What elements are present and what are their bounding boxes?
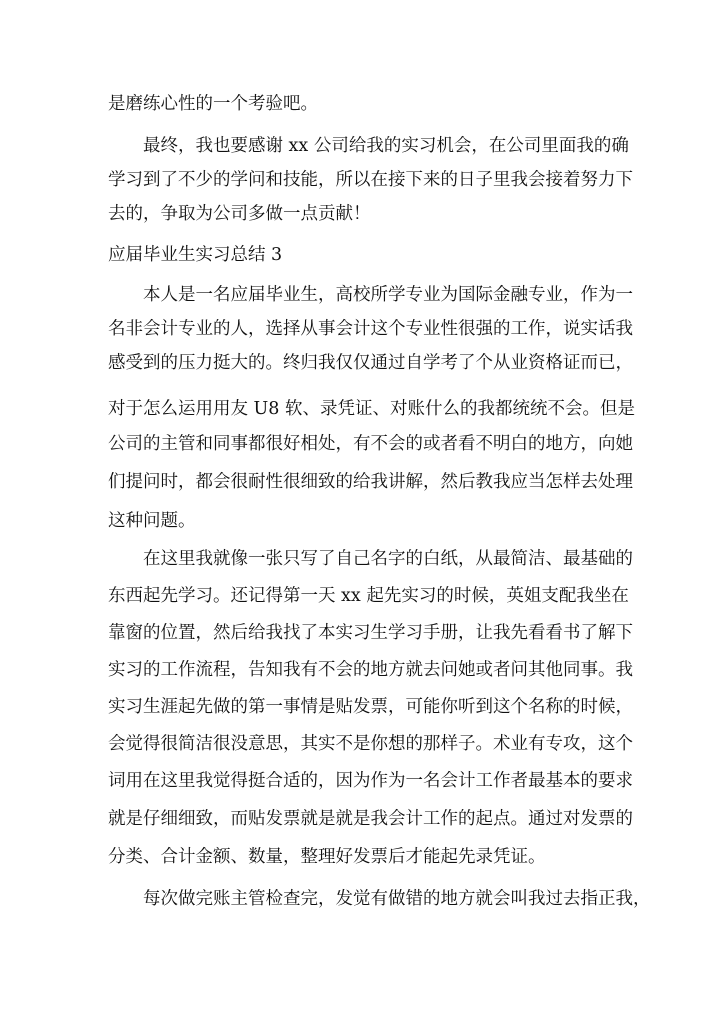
paragraph-line: 靠窗的位置，然后给我找了本实习生学习手册，让我先看看书了解下 [108, 623, 633, 643]
paragraph-line: 最终，我也要感谢 xx 公司给我的实习机会，在公司里面我的确 [143, 136, 629, 156]
paragraph-line: 每次做完账主管检查完，发觉有做错的地方就会叫我过去指正我， [143, 889, 651, 909]
paragraph-line: 就是仔细细致，而贴发票就是就是我会计工作的起点。通过对发票的 [108, 809, 633, 829]
paragraph-line: 去的，争取为公司多做一点贡献！ [108, 204, 371, 224]
paragraph-line: 在这里我就像一张只写了自己名字的白纸，从最简洁、最基础的 [143, 549, 633, 569]
paragraph-line: 感受到的压力挺大的。终归我仅仅通过自学考了个从业资格证而已， [108, 353, 633, 373]
paragraph-line: 是磨练心性的一个考验吧。 [108, 94, 318, 114]
paragraph-line: 名非会计专业的人，选择从事会计这个专业性很强的工作，说实话我 [108, 319, 633, 339]
paragraph-line: 东西起先学习。还记得第一天 xx 起先实习的时候，英姐支配我坐在 [108, 586, 629, 606]
paragraph-line: 本人是一名应届毕业生，高校所学专业为国际金融专业，作为一 [143, 285, 633, 305]
paragraph-line: 对于怎么运用用友 U8 软、录凭证、对账什么的我都统统不会。但是 [108, 399, 636, 419]
paragraph-line: 公司的主管和同事都很好相处，有不会的或者看不明白的地方，向她 [108, 434, 633, 454]
paragraph-line: 这种问题。 [108, 511, 196, 531]
paragraph-line: 们提问时，都会很耐性很细致的给我讲解，然后教我应当怎样去处理 [108, 472, 633, 492]
paragraph-line: 会觉得很简洁很没意思，其实不是你想的那样子。术业有专攻，这个 [108, 734, 633, 754]
section-heading: 应届毕业生实习总结 3 [108, 245, 283, 265]
paragraph-line: 词用在这里我觉得挺合适的，因为作为一名会计工作者最基本的要求 [108, 771, 633, 791]
paragraph-line: 分类、合计金额、数量，整理好发票后才能起先录凭证。 [108, 847, 546, 867]
paragraph-line: 实习生涯起先做的第一事情是贴发票，可能你听到这个名称的时候， [108, 697, 633, 717]
paragraph-line: 实习的工作流程，告知我有不会的地方就去问她或者问其他同事。我 [108, 660, 633, 680]
paragraph-line: 学习到了不少的学问和技能，所以在接下来的日子里我会接着努力下 [108, 170, 633, 190]
